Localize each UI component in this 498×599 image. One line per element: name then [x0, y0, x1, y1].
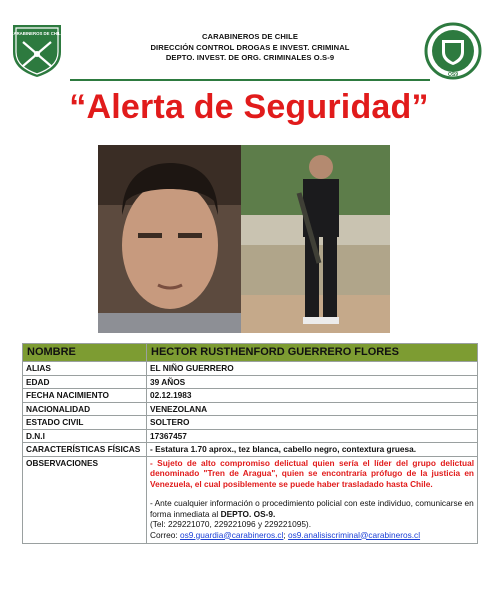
suspect-photos — [98, 145, 390, 333]
table-row — [23, 416, 478, 430]
table-value-cell: 17367457 — [147, 429, 478, 443]
table-key-cell: D.N.I — [23, 429, 147, 443]
email-separator: ; — [283, 529, 289, 540]
email-label: Correo: — [150, 529, 178, 540]
contact-instructions — [150, 498, 474, 540]
physical-description: - Estatura 1.70 aprox., tez blanca, cabello negro, contextura gruesa. — [150, 444, 417, 454]
org-line: DIRECCIÓN CONTROL DROGAS E INVEST. CRIMINAL — [150, 42, 350, 52]
suspect-info-table — [22, 343, 478, 544]
suspect-fullbody-photo — [241, 145, 390, 333]
table-row — [23, 443, 478, 457]
carabineros-shield-logo — [10, 22, 64, 78]
table-key-cell: NACIONALIDAD — [23, 402, 147, 416]
table-value-cell: 02.12.1983 — [147, 389, 478, 403]
table-row — [23, 456, 478, 544]
org-line: CARABINEROS DE CHILE — [201, 32, 299, 41]
table-row — [23, 389, 478, 403]
table-key-cell: OBSERVACIONES — [23, 456, 147, 544]
table-row — [23, 429, 478, 443]
table-header-row — [23, 344, 478, 362]
table-row — [23, 362, 478, 376]
table-key-cell: FECHA NACIMIENTO — [23, 389, 147, 403]
table-key-cell: ESTADO CIVIL — [23, 416, 147, 430]
table-value-cell: VENEZOLANA — [147, 402, 478, 416]
table-value-cell — [147, 456, 478, 544]
table-value-cell: EL NIÑO GUERRERO — [147, 362, 478, 376]
table-row — [23, 402, 478, 416]
svg-text:CARABINEROS DE CHILE: CARABINEROS DE CHILE — [10, 31, 64, 36]
contact-intro: - Ante cualquier información o procedimiento policial con este individuo, comunicarse en forma inmediata al — [150, 498, 474, 519]
organization-name — [90, 32, 410, 64]
document-header — [0, 0, 498, 80]
svg-text:OS9: OS9 — [447, 72, 459, 78]
observations-text: - Sujeto de alto compromiso delictual quien sería el líder del grupo delictual denominado "Tren de Aragua", quien se encontraría prófugo de la justicia en Venezuela, el cual posiblemente se puede haber trasladado hasta Chile. — [150, 457, 474, 489]
table-value-cell: SOLTERO — [147, 416, 478, 430]
contact-phones: (Tel: 229221070, 229221096 y 229221095). — [150, 519, 312, 529]
table-key-cell: CARACTERÍSTICAS FÍSICAS — [23, 443, 147, 457]
table-value-cell: HECTOR RUSTHENFORD GUERRERO FLORES — [147, 344, 478, 362]
header-divider — [70, 79, 430, 81]
suspect-face-photo — [98, 145, 241, 333]
table-value-cell: 39 AÑOS — [147, 375, 478, 389]
table-key-cell: NOMBRE — [23, 344, 147, 362]
email-link-guardia[interactable]: os9.guardia@carabineros.cl — [179, 529, 284, 540]
org-line: DEPTO. INVEST. DE ORG. CRIMINALES O.S-9 — [165, 53, 335, 62]
table-key-cell: ALIAS — [23, 362, 147, 376]
table-key-cell: EDAD — [23, 375, 147, 389]
table-row — [23, 375, 478, 389]
table-value-cell — [147, 443, 478, 457]
contact-dept: DEPTO. OS-9. — [220, 508, 276, 519]
alert-title: “Alerta de Seguridad” — [69, 88, 429, 126]
os9-round-logo — [424, 22, 482, 80]
email-link-analisis[interactable]: os9.analisiscriminal@carabineros.cl — [288, 529, 421, 540]
